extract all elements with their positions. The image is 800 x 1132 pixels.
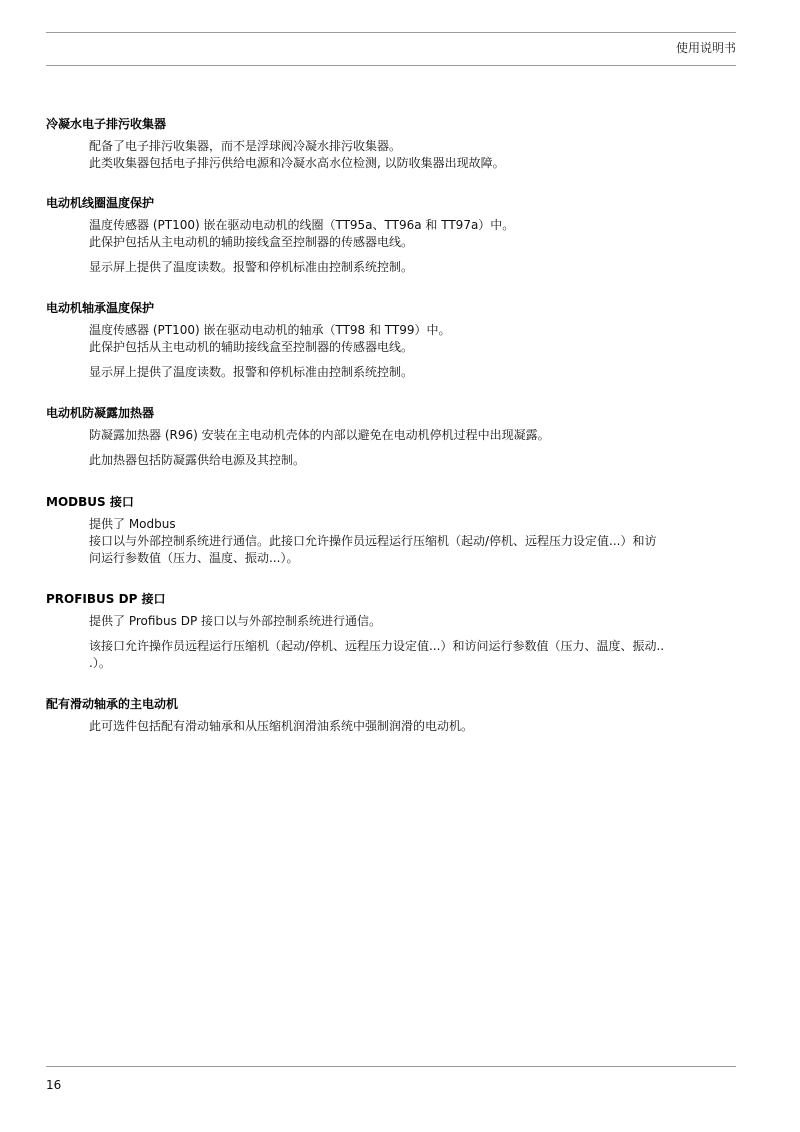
section-condensate-drain	[46, 116, 736, 172]
section-profibus-interface	[46, 591, 736, 672]
paragraph-line: 温度传感器 (PT100) 嵌在驱动电动机的线圈（TT95a、TT96a 和 TT97a）中。	[89, 218, 515, 232]
paragraph-line: 显示屏上提供了温度读数。报警和停机标准由控制系统控制。	[89, 365, 414, 379]
header-rule-top	[46, 32, 736, 33]
paragraph-line: 此类收集器包括电子排污供给电源和冷凝水高水位检测, 以防收集器出现故障。	[89, 156, 505, 170]
paragraph-line: 此保护包括从主电动机的辅助接线盒至控制器的传感器电线。	[89, 235, 414, 249]
paragraph-line: 此加热器包括防凝露供给电源及其控制。	[89, 453, 306, 467]
section-heading: 电动机轴承温度保护	[46, 301, 155, 315]
paragraph-line: 提供了 Modbus	[89, 517, 176, 531]
footer-rule	[46, 1066, 736, 1067]
section-heading: PROFIBUS DP 接口	[46, 592, 166, 606]
section-bearing-temperature	[46, 300, 736, 381]
paragraph-line: 温度传感器 (PT100) 嵌在驱动电动机的轴承（TT98 和 TT99）中。	[89, 323, 451, 337]
paragraph-line: .）。	[89, 656, 111, 670]
paragraph-line: 接口以与外部控制系统进行通信。此接口允许操作员远程运行压缩机（起动/停机、远程压力设定值...）和访	[89, 534, 657, 548]
section-sleeve-bearing-motor	[46, 696, 736, 735]
paragraph-line: 问运行参数值（压力、温度、振动...）。	[89, 551, 299, 565]
paragraph-line: 显示屏上提供了温度读数。报警和停机标准由控制系统控制。	[89, 260, 414, 274]
paragraph-line: 此可选件包括配有滑动轴承和从压缩机润滑油系统中强制润滑的电动机。	[89, 719, 474, 733]
section-heading: 电动机防凝露加热器	[46, 406, 155, 420]
section-heading: MODBUS 接口	[46, 495, 134, 509]
section-heading: 电动机线圈温度保护	[46, 196, 155, 210]
header-rule-bottom	[46, 65, 736, 66]
page-number: 16	[46, 1078, 62, 1092]
document-title: 使用说明书	[675, 41, 736, 55]
paragraph-line: 提供了 Profibus DP 接口以与外部控制系统进行通信。	[89, 614, 381, 628]
section-winding-temperature	[46, 195, 736, 276]
paragraph-line: 防凝露加热器 (R96) 安装在主电动机壳体的内部以避免在电动机停机过程中出现凝露。	[89, 428, 550, 442]
section-heading: 冷凝水电子排污收集器	[46, 117, 167, 131]
section-heading: 配有滑动轴承的主电动机	[46, 697, 179, 711]
section-modbus-interface	[46, 494, 736, 567]
paragraph-line: 配备了电子排污收集器，而不是浮球阀冷凝水排污收集器。	[89, 139, 402, 153]
paragraph-line: 此保护包括从主电动机的辅助接线盒至控制器的传感器电线。	[89, 340, 414, 354]
section-anti-condensation-heater	[46, 405, 736, 469]
paragraph-line: 该接口允许操作员远程运行压缩机（起动/停机、远程压力设定值...）和访问运行参数值（压力、温度、振动..	[89, 639, 665, 653]
